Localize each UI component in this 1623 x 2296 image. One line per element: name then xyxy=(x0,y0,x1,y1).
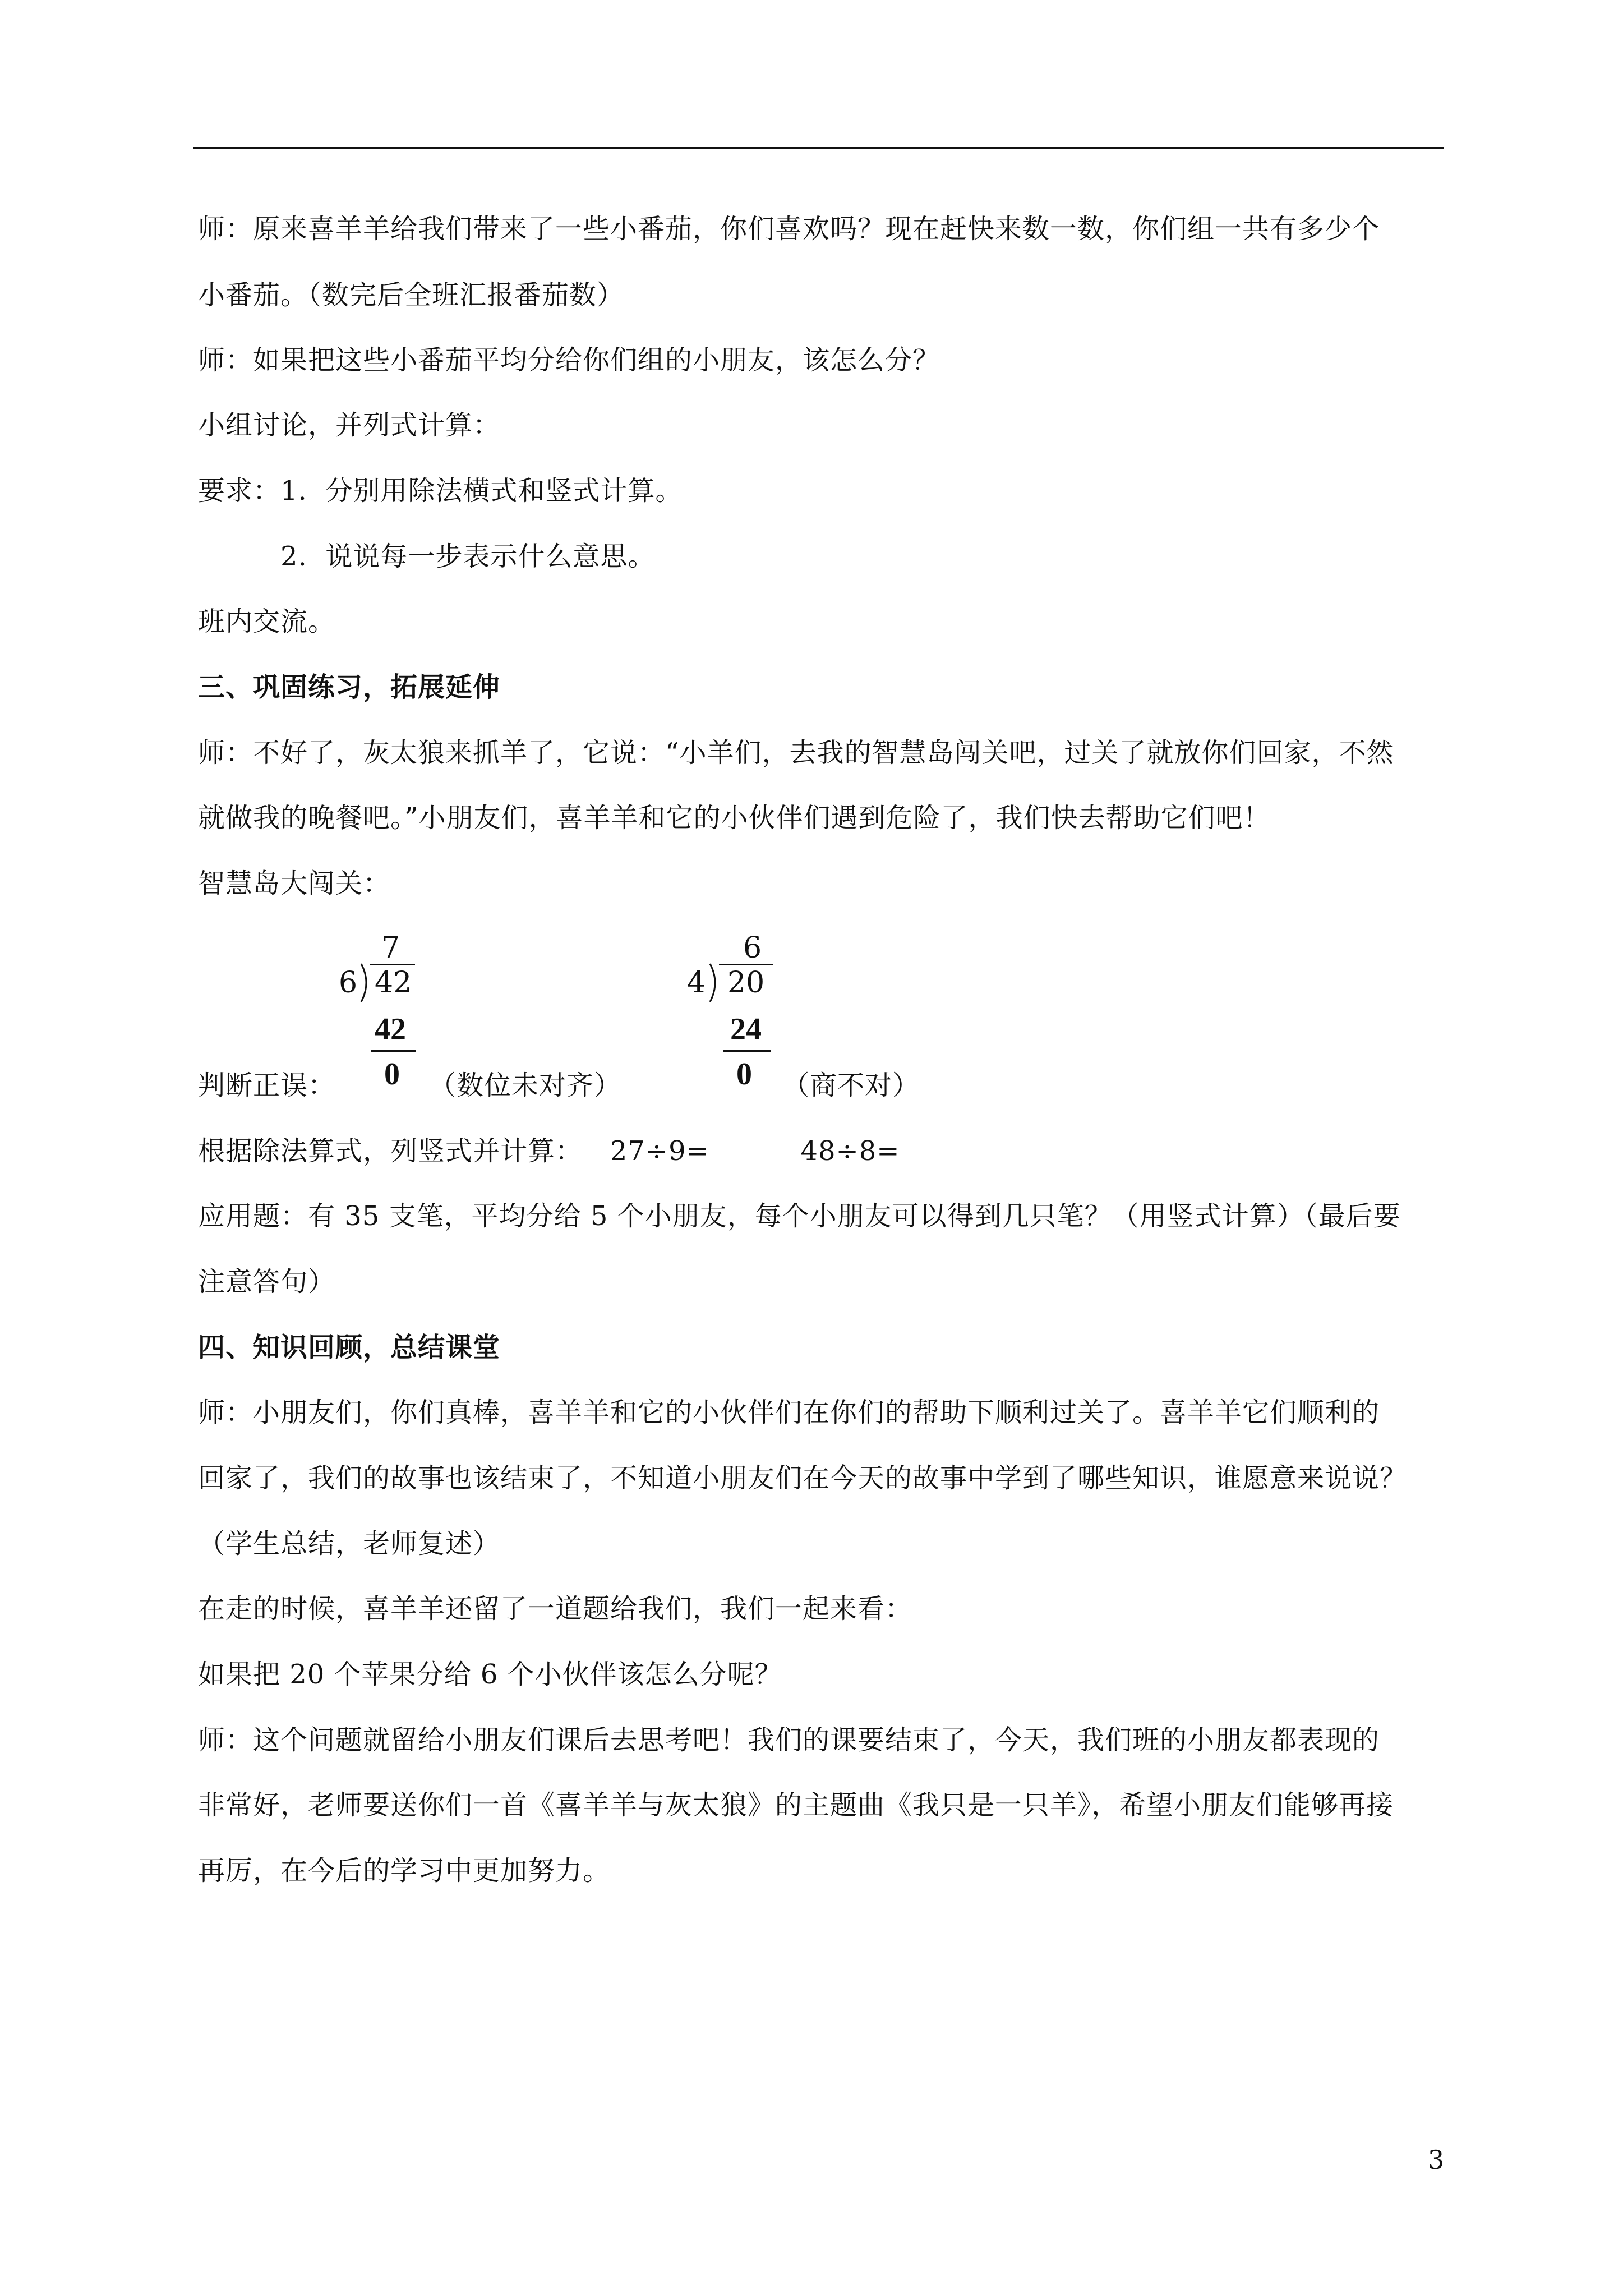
text-line: 注意答句） xyxy=(198,1266,336,1297)
error-note: （商不对） xyxy=(782,1070,920,1101)
subtraction-bar xyxy=(723,1050,771,1052)
text-line: 非常好，老师要送你们一首《喜羊羊与灰太狼》的主题曲《我只是一只羊》，希望小朋友们能够再接 xyxy=(198,1789,1394,1821)
divisor: 4 xyxy=(687,966,706,1000)
text-line: 要求：1. 分别用除法横式和竖式计算。 xyxy=(198,475,683,507)
division-bar xyxy=(719,964,773,965)
division-bracket xyxy=(708,963,723,1003)
division-bracket xyxy=(359,963,375,1003)
text-line: 在走的时候，喜羊羊还留了一道题给我们，我们一起来看： xyxy=(198,1593,913,1625)
text-line: 2. 说说每一步表示什么意思。 xyxy=(280,541,656,572)
text-line: 如果把 20 个苹果分给 6 个小伙伴该怎么分呢？ xyxy=(198,1659,782,1690)
text-line: 班内交流。 xyxy=(198,606,336,637)
text-line: 再厉，在今后的学习中更加努力。 xyxy=(198,1855,611,1887)
text-line: 师：不好了，灰太狼来抓羊了，它说：“小羊们，去我的智慧岛闯关吧，过关了就放你们回家，不然 xyxy=(198,737,1394,769)
quotient: 7 xyxy=(381,931,400,965)
text-line: 师：小朋友们，你们真棒，喜羊羊和它的小伙伴们在你们的帮助下顺利过关了。喜羊羊它们顺利的 xyxy=(198,1397,1380,1428)
error-note: （数位未对齐） xyxy=(429,1070,622,1101)
division-bar xyxy=(370,964,415,965)
dividend: 42 xyxy=(375,966,412,1000)
product: 42 xyxy=(375,1012,406,1047)
page-number: 3 xyxy=(1428,2145,1445,2175)
subtraction-bar xyxy=(371,1050,416,1052)
quotient: 6 xyxy=(743,931,762,965)
text-line: （学生总结，老师复述） xyxy=(198,1528,501,1559)
dividend: 20 xyxy=(727,966,765,1000)
divisor: 6 xyxy=(339,966,358,1000)
section-heading: 四、知识回顾，总结课堂 xyxy=(198,1332,501,1363)
text-line: 师：这个问题就留给小朋友们课后去思考吧！我们的课要结束了，今天，我们班的小朋友都表现的 xyxy=(198,1724,1380,1756)
remainder: 0 xyxy=(736,1057,752,1092)
header-rule xyxy=(193,147,1444,149)
text-line: 就做我的晚餐吧。”小朋友们，喜羊羊和它的小伙伴们遇到危险了，我们快去帮助它们吧！ xyxy=(198,802,1271,834)
judge-label: 判断正误： xyxy=(198,1070,336,1101)
text-line: 小番茄。（数完后全班汇报番茄数） xyxy=(198,279,625,311)
text-line: 师：如果把这些小番茄平均分给你们组的小朋友，该怎么分？ xyxy=(198,344,940,376)
section-heading: 三、巩固练习，拓展延伸 xyxy=(198,671,501,703)
text-line: 应用题：有 35 支笔，平均分给 5 个小朋友，每个小朋友可以得到几只笔？（用竖式计算）（最后要 xyxy=(198,1200,1401,1232)
remainder: 0 xyxy=(384,1057,400,1092)
text-line: 智慧岛大闯关： xyxy=(198,868,391,899)
text-line: 回家了，我们的故事也该结束了，不知道小朋友们在今天的故事中学到了哪些知识，谁愿意来说说？ xyxy=(198,1462,1408,1494)
text-line: 师：原来喜羊羊给我们带来了一些小番茄，你们喜欢吗？现在赶快来数一数，你们组一共有多少个 xyxy=(198,213,1380,245)
product: 24 xyxy=(730,1012,762,1047)
text-line: 根据除法算式，列竖式并计算： 27÷9= 48÷8= xyxy=(198,1135,900,1167)
text-line: 小组讨论，并列式计算： xyxy=(198,409,501,441)
